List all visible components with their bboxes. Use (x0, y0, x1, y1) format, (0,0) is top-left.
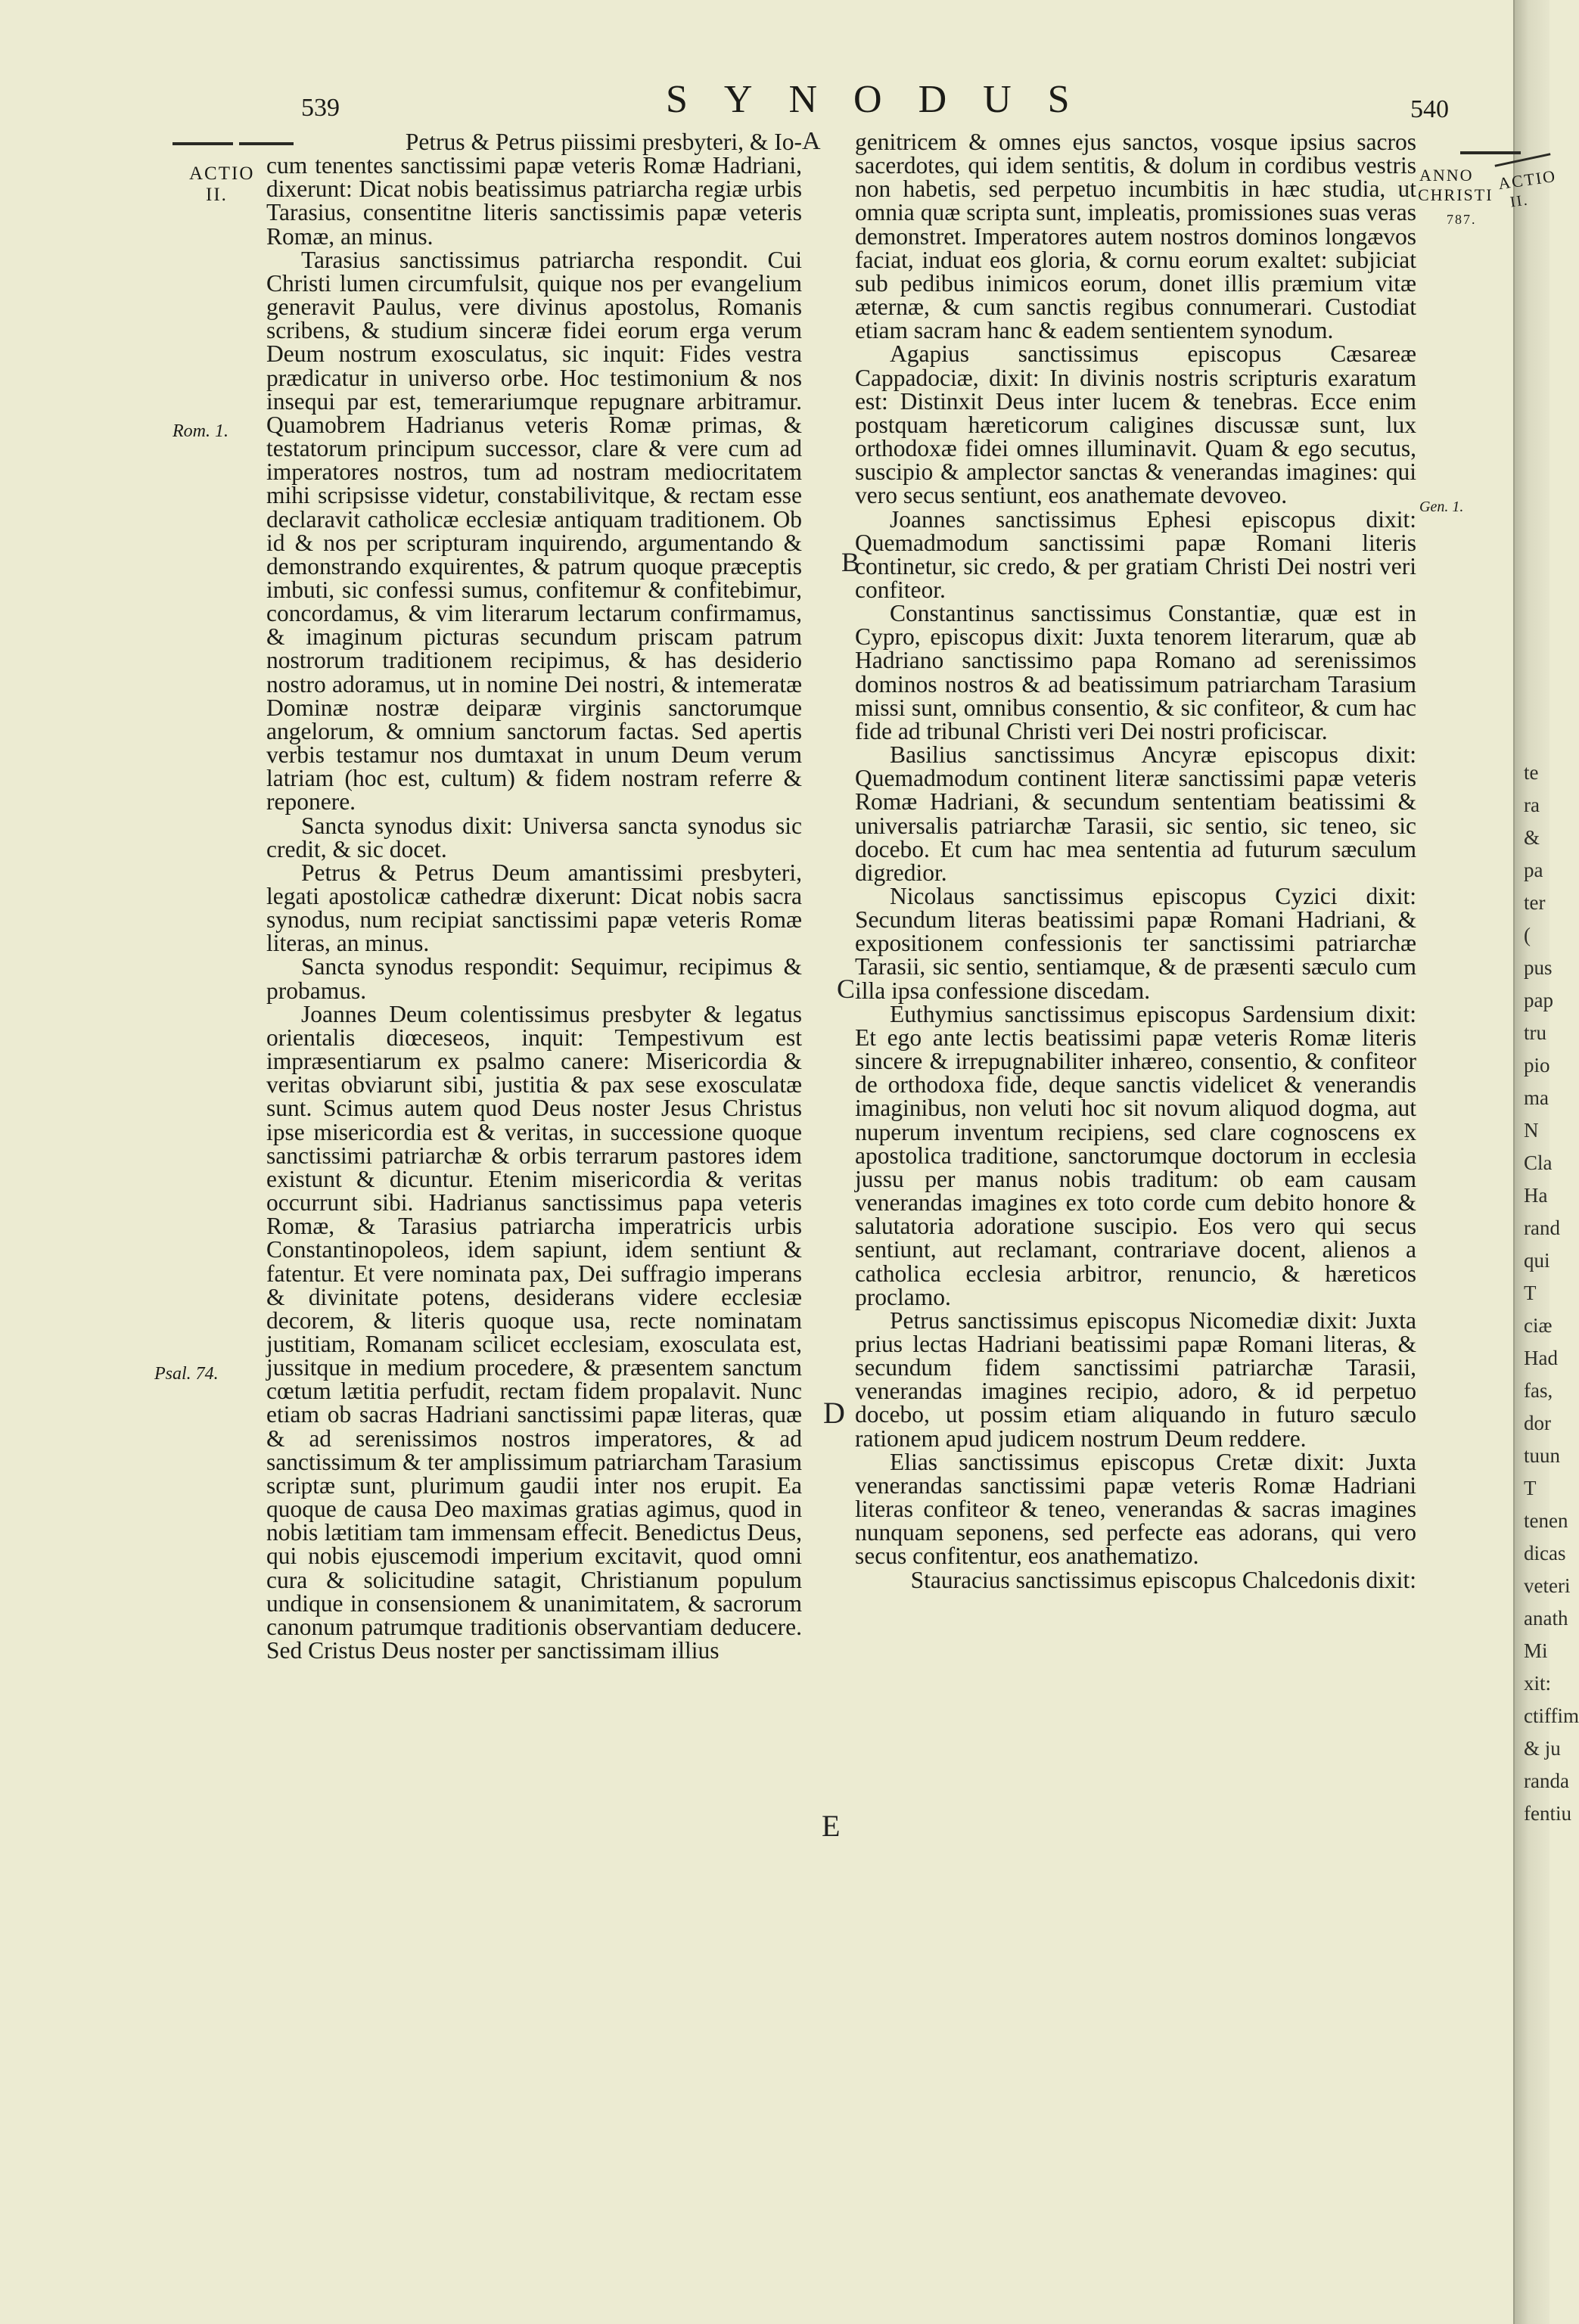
section-letter-a: A (802, 127, 821, 155)
adjacent-page-fragment: & ju (1524, 1737, 1561, 1760)
paragraph: Joannes sanctissimus Ephesi episcopus dixit: Quemadmodum sanctissimi papæ Romani literis continetur, sic credo, & per gratiam Christi Dei nostri veri confiteor. (855, 505, 1416, 603)
adjacent-page-fragment: ( (1524, 924, 1531, 946)
section-letter-e: E (822, 1809, 841, 1843)
paragraph: cum tenentes sanctissimi papæ veteris Romæ Hadriani, dixerunt: Dicat nobis beatissimus patriarcha regiæ urbis Tarasius, consentitne literis sanctissimis papæ veteris Romæ, an minus. (266, 152, 802, 250)
left-text-column (266, 130, 802, 1662)
adjacent-page-fragment: ctiffim (1524, 1704, 1579, 1727)
page-number-left: 539 (301, 94, 340, 122)
paragraph: Sancta synodus dixit: Universa sancta synodus sic credit, & sic docet. (266, 812, 802, 862)
margin-actio-label: ACTIO (189, 163, 255, 184)
paragraph: Basilius sanctissimus Ancyræ episcopus dixit: Quemadmodum continent literæ sanctissimi papæ veteris Romæ Hadriani, & secundum sententiam beatissimi & universalis patriarchæ Tarasii, sic sentio, sic teneo, sic docebo. Et cum hac mea sententia ad futurum sæculum digredior. (855, 741, 1416, 886)
paragraph: Euthymius sanctissimus episcopus Sardensium dixit: Et ego ante lectis beatissimi papæ veteris Romæ literis sincere & irrepugnabiliter inhæreo, consentio, & confiteor de orthodoxa fide, deque sanctis videlicet & venerandis imaginibus, non veluti hoc sit novum aliquod dogma, aut nuperum inventum recipiens, sed clare cognoscens ex apostolica traditione, sanctorumque doctorum in ecclesia jussu per manus nobis traditum: ob eam causam venerandas imagines ex toto corde cum debito honore & salutatoria adoratione suscipio. Eos vero qui secus sentiunt, aut reclamant, contrariave docent, alienos a catholica ecclesia arbitror, renuncio, & hæreticos proclamo. (855, 1000, 1416, 1310)
margin-reference-genesis: Gen. 1. (1419, 499, 1464, 515)
section-letter-c: C (837, 974, 856, 1004)
section-letter-b: B (841, 547, 860, 577)
adjacent-page-fragment: dicas (1524, 1542, 1566, 1564)
right-text-column (855, 130, 1416, 1592)
margin-reference-romans: Rom. 1. (173, 421, 228, 441)
margin-actio-right-label: ACTIO (1497, 166, 1558, 194)
adjacent-page-fragment: pap (1524, 989, 1553, 1011)
paragraph: Constantinus sanctissimus Constantiæ, quæ est in Cypro, episcopus dixit: Juxta tenorem literarum, quæ ab Hadriano sanctissimo papa Romano ad serenissimos dominos nostros & ad beatissimum patriarcham Tarasium missi sunt, omnibus consentio, & sic confiteor, & cum hac fide ad tribunal Christi veri Dei nostri proficiscar. (855, 600, 1416, 744)
paragraph: genitricem & omnes ejus sanctos, vosque ipsius sacros sacerdotes, qui idem sentitis, & dolum in cordibus vestris non habetis, sed perpetuo incumbitis in hæc studia, ut omnia quæ scripta sunt, impleatis, promissiones suas veras demonstret. Imperatores autem nostros dominos longævos faciat, induat eos gloria, & cornu eorum exaltet: subjiciat sub pedibus inimicos eorum, donet illis præmium vitæ æternæ, & cum sanctis regibus connumerari. Custodiat etiam sacram hanc & eadem sentientem synodum. (855, 129, 1416, 344)
adjacent-page-fragment: ter (1524, 891, 1546, 914)
paragraph: Petrus & Petrus piissimi presbyteri, & Io- (405, 129, 802, 155)
adjacent-page-fragment: xit: (1524, 1672, 1552, 1695)
paragraph: Stauracius sanctissimus episcopus Chalcedonis dixit: (910, 1566, 1416, 1593)
adjacent-page-fragment: T (1524, 1282, 1537, 1304)
margin-christi-label: CHRISTI (1418, 185, 1494, 204)
adjacent-page-fragment: anath (1524, 1607, 1568, 1630)
margin-actio-number: II. (206, 185, 228, 205)
adjacent-page-fragment: pa (1524, 859, 1543, 881)
adjacent-page-fragment: fas, (1524, 1379, 1553, 1402)
section-letter-d: D (823, 1396, 845, 1430)
adjacent-page-fragment: ra (1524, 794, 1540, 816)
adjacent-page-fragment: Mi (1524, 1639, 1548, 1662)
paragraph: Elias sanctissimus episcopus Cretæ dixit: Juxta venerandas sanctissimi papæ veteris Romæ Hadriani literas confiteor & teneo, venerandas & sacras imagines nunquam seponens, sed perfecte eas adorans, qui vero secus confitentur, eos anathematizo. (855, 1448, 1416, 1570)
adjacent-page-fragment: Had (1524, 1347, 1558, 1369)
adjacent-page-fragment: Cla (1524, 1151, 1553, 1174)
adjacent-page-fragment: Ha (1524, 1184, 1548, 1207)
adjacent-page-fragment: rand (1524, 1216, 1560, 1239)
paragraph: Tarasius sanctissimus patriarcha respondit. Cui Christi lumen circumfulsit, quique nos per evangelium generavit Paulus, vere divinus apostolus, Romanis scribens, & studium sinceræ fidei eorum erga verum Deum nostrum exosculatus, sic inquit: Fides vestra prædicatur in universo orbe. Hoc testimonium & nos insequi par est, temerariumque repugnare arbitramur. Quamobrem Hadrianus veteris Romæ primas, & testatorum principum successor, clare & vere cum ad imperatores nostros, tum ad nostram mediocritatem mihi scripsisse videtur, constabilivitque, & rectam esse declaravit catholicæ ecclesiæ antiquam traditionem. Ob id & nos per scripturam inquirendo, argumentando & demonstrando exquirentes, & patrum quoque præceptis imbuti, sic confessi sumus, confitemur & confitebimur, concordamus, & vim literarum lectarum confirmamus, & imaginum picturas secundum priscam patrum nostrorum traditionem recipimus, & has desiderio nostro adoramus, ut in nomine Dei nostri, & intemeratæ Dominæ nostræ deiparæ virginis sanctorumque angelorum, & omnium sanctorum factas. Sed apertis verbis testamur nos dumtaxat in unum Deum verum latriam (hoc est, cultum) & fidem nostram referre & reponere. (266, 246, 802, 816)
adjacent-page-fragment: veteri (1524, 1574, 1571, 1597)
adjacent-page-fragment: pio (1524, 1054, 1550, 1077)
adjacent-page-fragment: dor (1524, 1412, 1551, 1434)
adjacent-page-fragment: N (1524, 1119, 1539, 1142)
margin-actio-right-number: II. (1509, 191, 1530, 211)
adjacent-page-fragment: ma (1524, 1086, 1549, 1109)
paragraph: Joannes Deum colentissimus presbyter & legatus orientalis diœceseos, inquit: Tempestivum est impræsentiarum ex psalmo canere: Misericordia & veritas obviarunt sibi, justitia & pax sese exosculatæ sunt. Scimus autem quod Deus noster Jesus Christus ipse misericordia est & veritas, in successione quoque sanctissimi patriarchæ & orbis terrarum pastores idem existunt & dicuntur. Etenim misericordia & veritas occurrunt sibi. Hadrianus sanctissimus papa veteris Romæ, & Tarasius patriarcha imperatricis urbis Constantinopoleos, idem sapiunt, idem sentiunt & fatentur. Et vere nominata pax, Dei suffragio imperans & divinitate potens, desiderans videre ecclesiæ decorem, & literis quoque usa, recte nominatam justitiam, Romanam scilicet ecclesiam, exosculata est, jussitque in medium procedere, & præsentem sanctum cœtum lætitia perfudit, rectam fidem propalavit. Nunc etiam ob sacras Hadriani sanctissimi papæ literas, quæ & ad serenissimos nostros imperatores, & ad sanctissimum & ter amplissimum patriarcham Tarasium scriptæ sunt, plurimum gaudii inter nos erupit. Ea quoque de causa Deo maximas gratias agimus, quod in nobis lætitiam tam immensam effecit. Benedictus Deus, qui nobis ejuscemodi imperium excitavit, quod omni cura & solicitudine satagit, Christianum populum undique in consensionem & unanimitatem, & sacrorum canonum patrumque traditionis observantiam deducere. Sed Cristus Deus noster per sanctissimam illius (266, 1000, 802, 1664)
paragraph: Petrus sanctissimus episcopus Nicomediæ dixit: Juxta prius lectas Hadriani beatissimi papæ Romani literas, & secundum fidem sanctissimi patriarchæ Tarasii, venerandas imagines recipio, adoro, & id perpetuo docebo, ut possim etiam aliquando in futuro sæculo rationem apud judicem nostrum Deum reddere. (855, 1306, 1416, 1452)
running-title: SYNODUS (666, 78, 1106, 121)
page-header (0, 73, 1549, 126)
adjacent-page-fragment: ciæ (1524, 1314, 1553, 1337)
paragraph: Sancta synodus respondit: Sequimur, recipimus & probamus. (266, 953, 802, 1004)
header-rule-right (1460, 151, 1521, 154)
margin-year: 787. (1447, 212, 1477, 227)
adjacent-page-fragment: tenen (1524, 1509, 1568, 1532)
paragraph: Agapius sanctissimus episcopus Cæsareæ Cappadociæ, dixit: In divinis nostris scripturis exaratum est: Distinxit Deus inter lucem & tenebras. Ecce enim postquam hæreticorum caligines discussæ sunt, lux orthodoxæ fidei omnes illuminavit. Quam & ego secutus, suscipio & amplector sanctas & venerandas imagines: qui vero secus sentiunt, eos anathemate devoveo. (855, 340, 1416, 509)
adjacent-page-text-fragments (1524, 757, 1579, 1830)
adjacent-page-fragment: te (1524, 761, 1539, 784)
adjacent-page-fragment: tru (1524, 1021, 1546, 1044)
adjacent-page-fragment: randa (1524, 1769, 1569, 1792)
adjacent-page-fragment: qui (1524, 1249, 1550, 1272)
adjacent-page-fragment: T (1524, 1477, 1537, 1499)
adjacent-page-fragment: pus (1524, 956, 1553, 979)
paragraph: Petrus & Petrus Deum amantissimi presbyteri, legati apostolicæ cathedræ dixerunt: Dicat nobis sacra synodus, num recipiat sanctissimi papæ veteris Romæ literas, an minus. (266, 859, 802, 957)
margin-anno-label: ANNO (1419, 166, 1474, 185)
adjacent-page-fragment: tuun (1524, 1444, 1561, 1467)
page-number-right: 540 (1410, 95, 1449, 123)
adjacent-page-fragment: & (1524, 826, 1540, 849)
margin-reference-psalm: Psal. 74. (154, 1364, 219, 1384)
paragraph: Nicolaus sanctissimus episcopus Cyzici dixit: Secundum literas beatissimi papæ Romani Hadriani, & expositionem confessionis ter sanctissimi patriarchæ Tarasii, sic sentio, sentiamque, & de præsenti sæculo cum illa ipsa confessione discedam. (855, 883, 1416, 1004)
adjacent-page-fragment: fentiu (1524, 1802, 1571, 1825)
